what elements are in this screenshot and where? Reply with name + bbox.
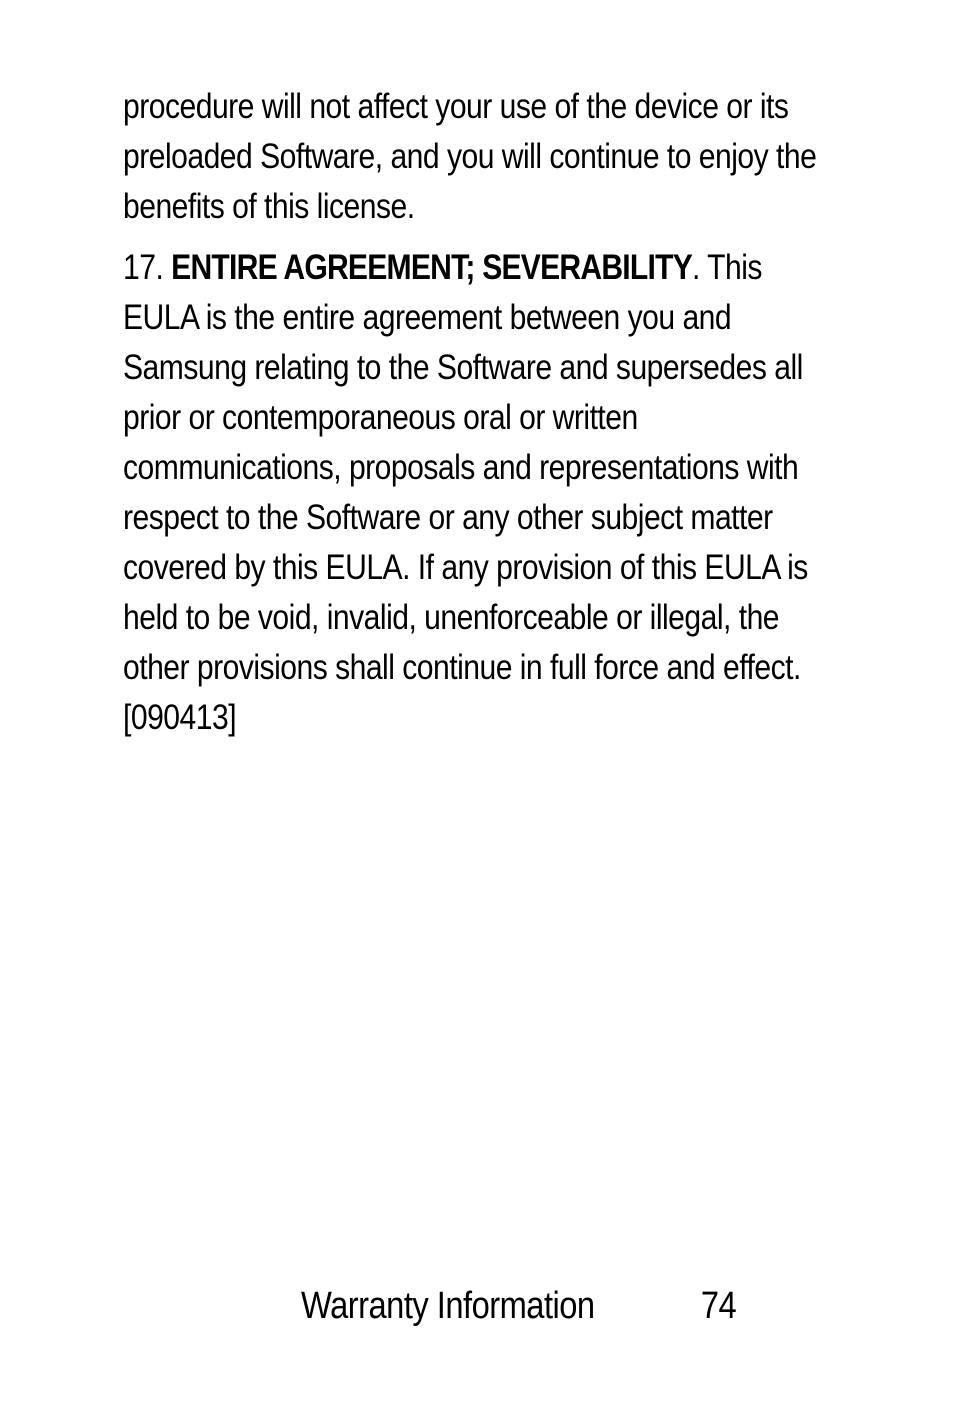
page-body [123, 82, 824, 743]
paragraph-continuation: procedure will not affect your use of the device or its preloaded Software, and you will continue to enjoy the benefits of this license. [123, 87, 817, 226]
section-17-number: 17. [123, 248, 164, 287]
footer-section-title: Warranty Information [301, 1285, 595, 1327]
section-17-paragraph [123, 243, 824, 743]
section-17-text: . This EULA is the entire agreement between you and Samsung relating to the Software and supersedes all prior or contemporaneous oral or written communications, proposals and representations with respect to the Software or any other subject matter covered by this EULA. If any provision of this EULA is held to be void, invalid, unenforceable or illegal, the other provisions shall continue in full force and effect. [090413] [123, 248, 808, 737]
page-number: 74 [700, 1285, 737, 1327]
page-footer [301, 1282, 737, 1330]
section-17-heading: ENTIRE AGREEMENT; SEVERABILITY [171, 248, 693, 287]
